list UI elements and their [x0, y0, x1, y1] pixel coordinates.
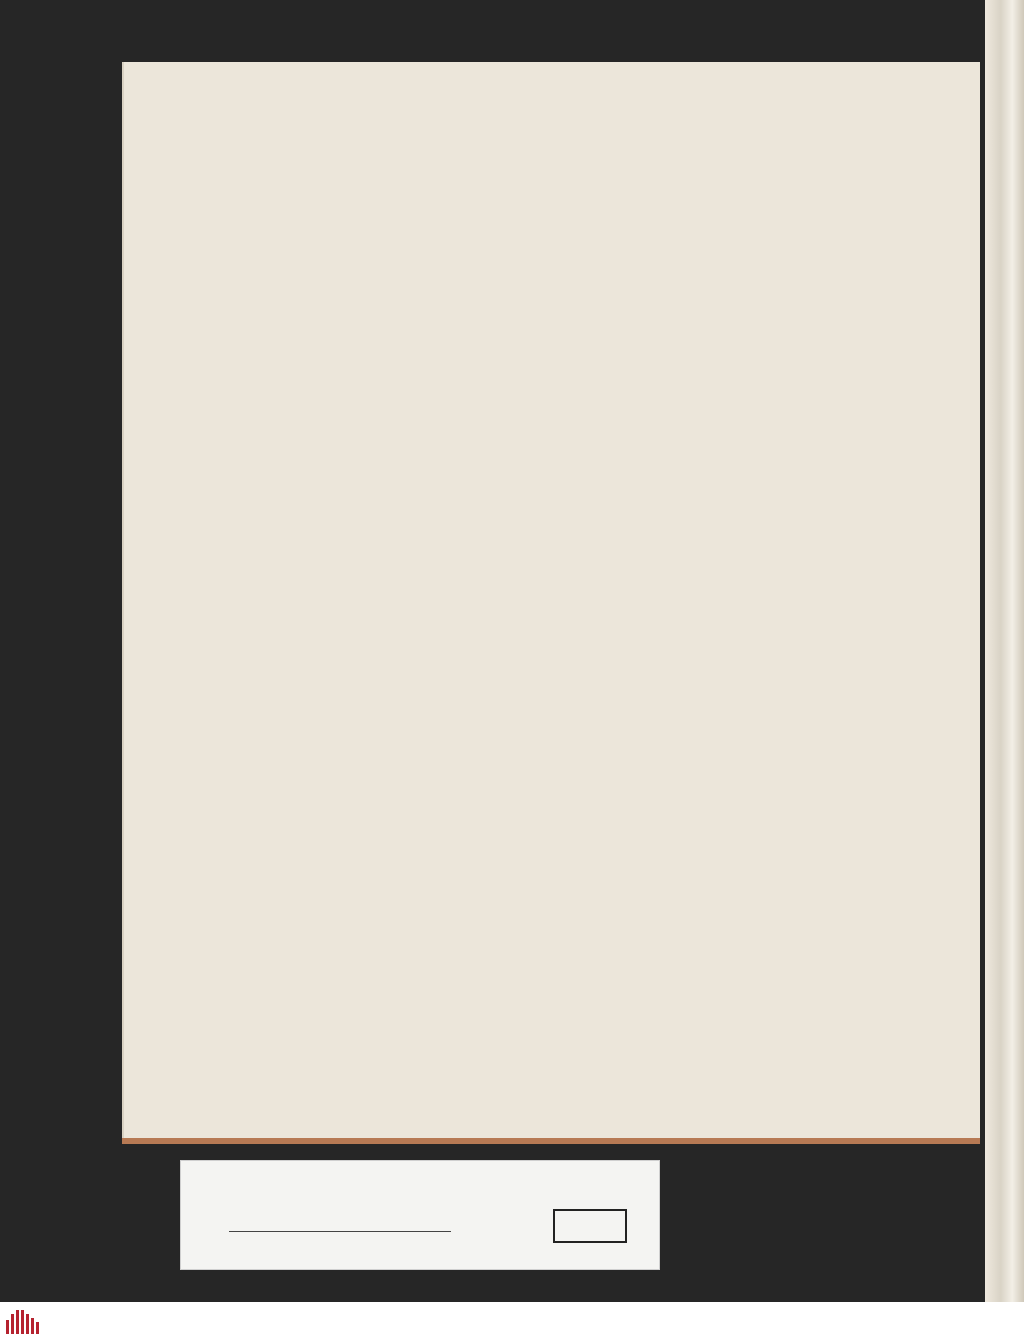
gray-scale-bar [553, 1209, 627, 1243]
library-label-card [180, 1160, 660, 1270]
hab-logo-icon [6, 1310, 44, 1334]
book-page [122, 62, 980, 1142]
scale-ruler [229, 1209, 451, 1232]
page-bottom-edge [122, 1138, 980, 1144]
running-head [326, 118, 946, 152]
adjacent-pages-edge [985, 0, 1024, 1302]
footer-bar [0, 1302, 1024, 1342]
